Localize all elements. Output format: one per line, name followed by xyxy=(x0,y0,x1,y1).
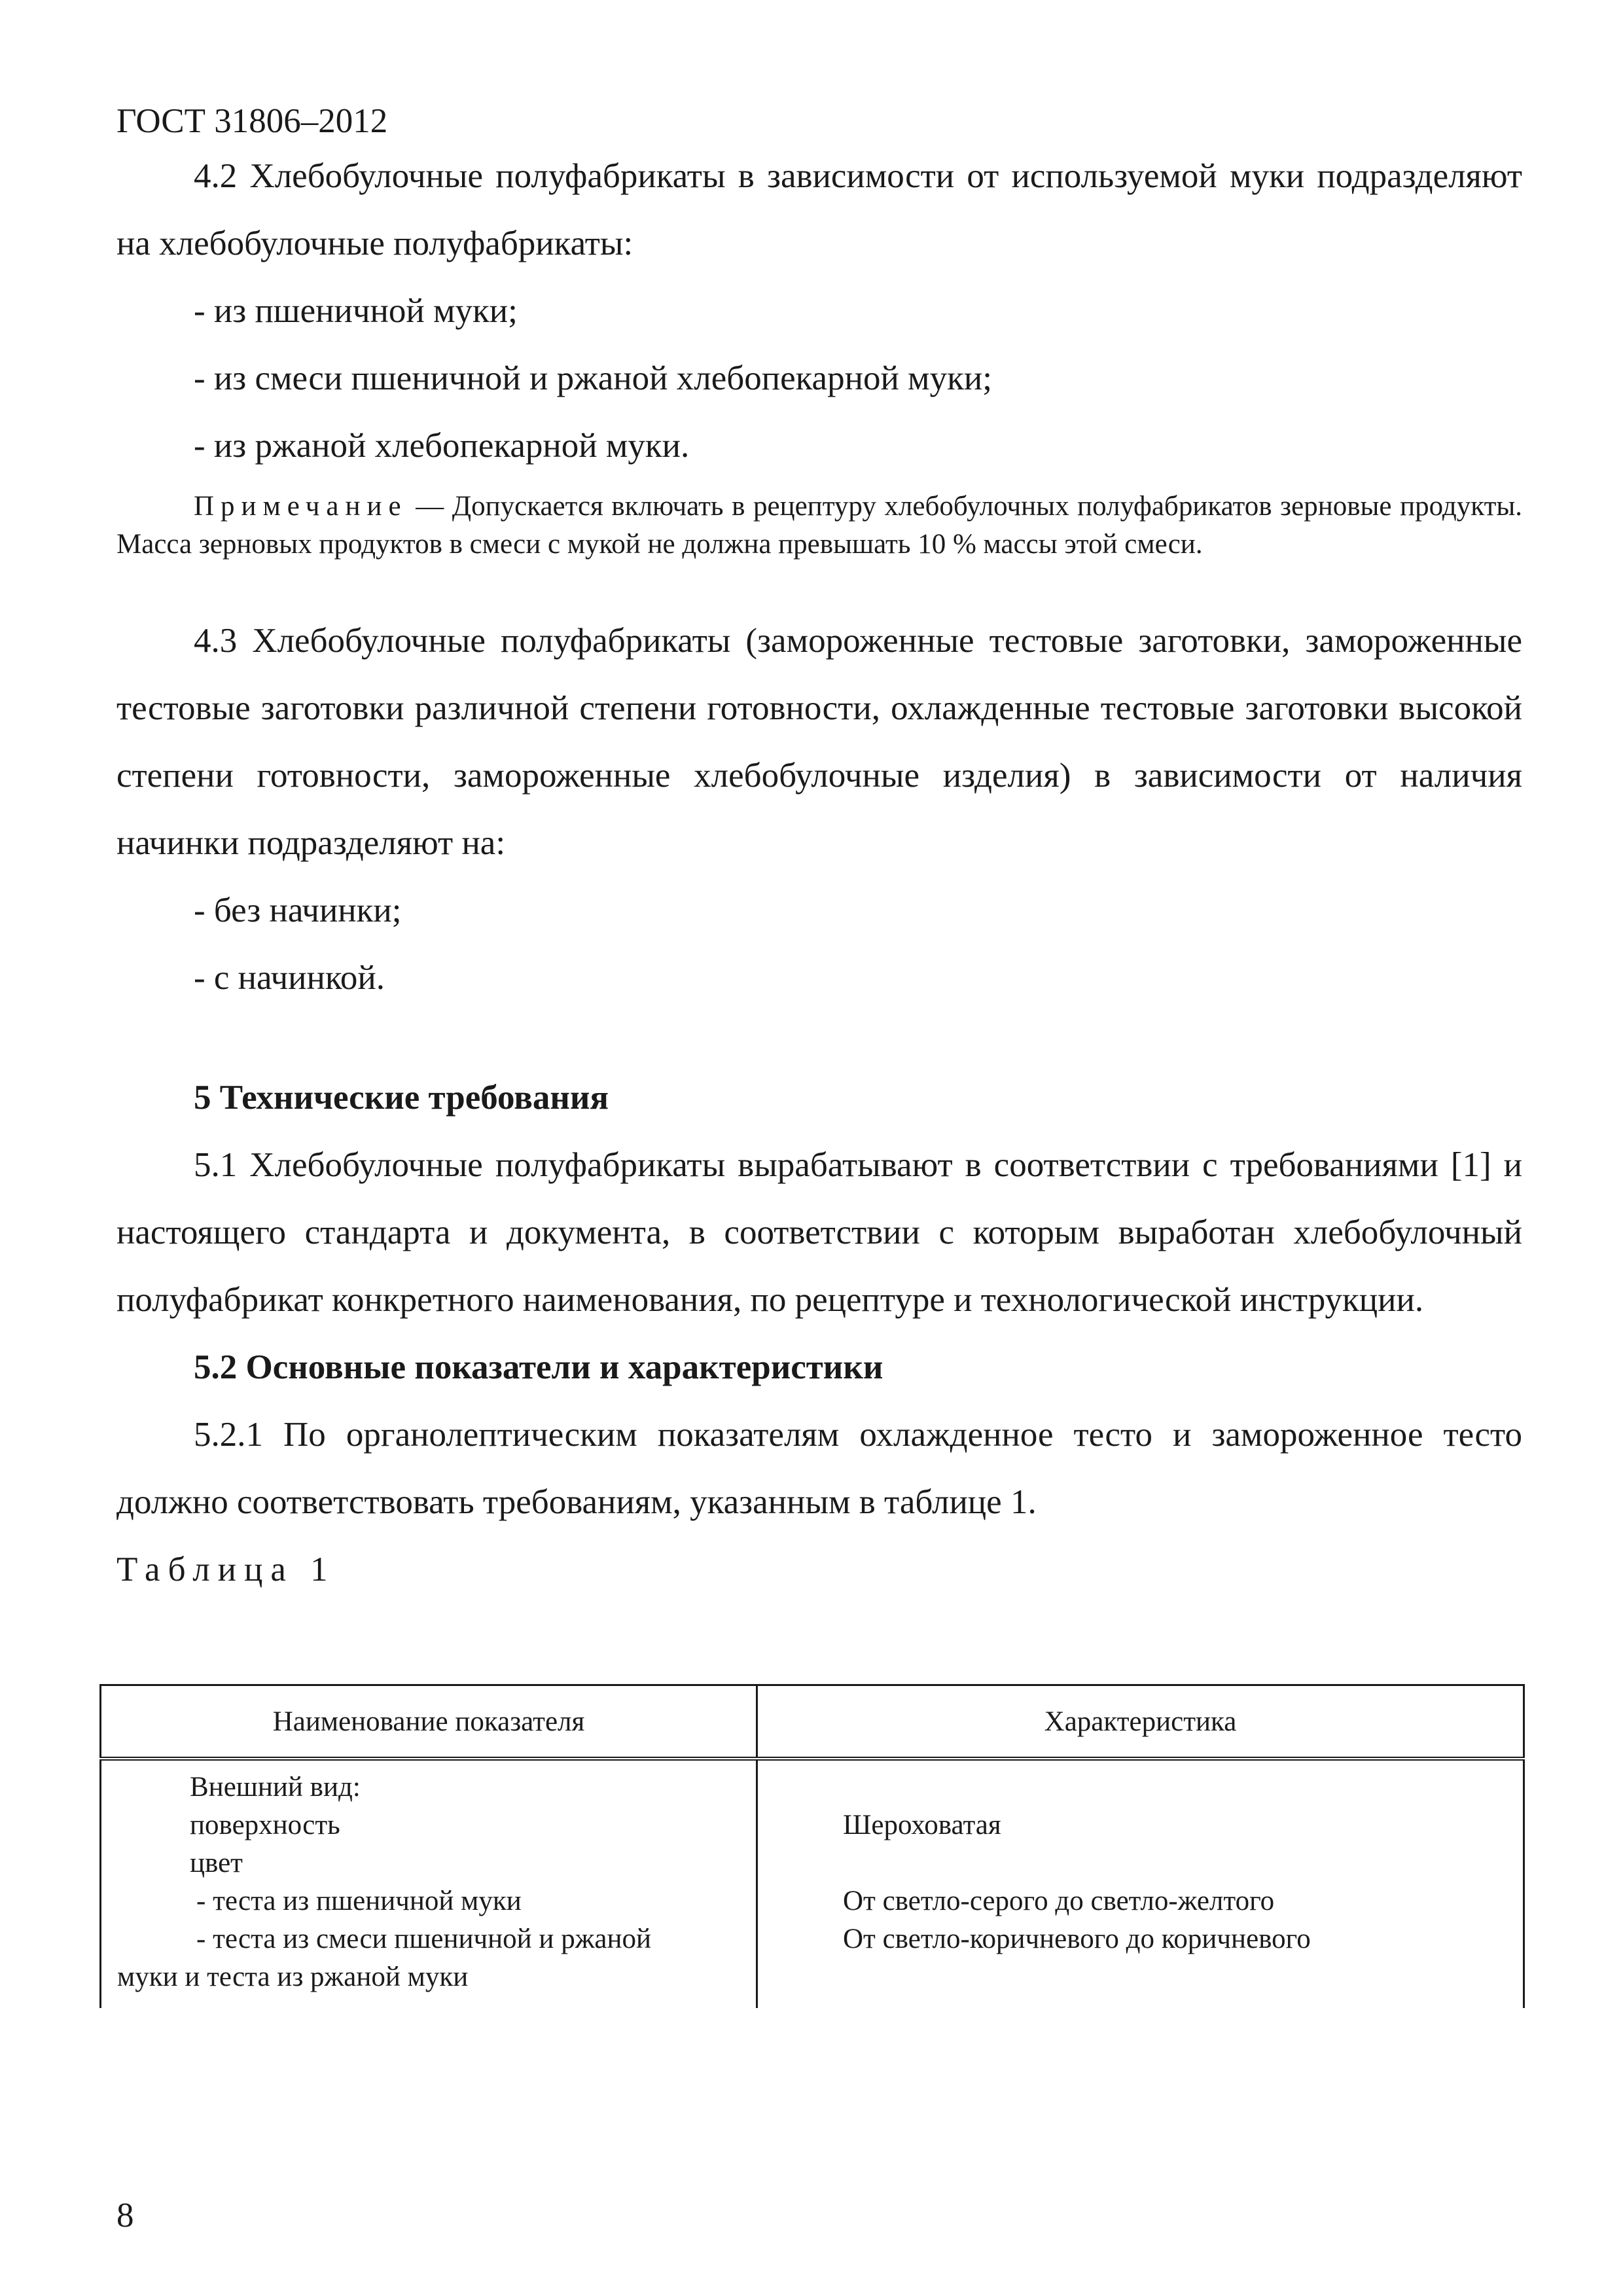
clause-4-3 xyxy=(116,607,1522,1012)
indicator-cell xyxy=(101,1759,757,2008)
note-text: — Допускается включать в рецептуру хлебобулочных полуфабрикатов зерновые продукты. Масса зерновых продуктов в смеси с мукой не должна превышать 10 % массы этой смеси. xyxy=(116,491,1522,560)
table-header-indicator: Наименование показателя xyxy=(101,1685,757,1759)
indicator-mixed-dough-cont: муки и теста из ржаной муки xyxy=(117,1962,469,1992)
paragraph-5-2-1: 5.2.1 По органолептическим показателям охлажденное тесто и замороженное тесто должно соответствовать требованиям, указанным в таблице 1. xyxy=(116,1416,1522,1521)
list-item: - из пшеничной муки; xyxy=(194,292,518,330)
table-header-characteristic: Характеристика xyxy=(757,1685,1524,1759)
indicator-mixed-dough: - теста из смеси пшеничной и ржаной xyxy=(196,1924,652,1954)
indicator-wheat-dough: - теста из пшеничной муки xyxy=(196,1886,522,1916)
characteristic-wheat-dough: От светло-серого до светло-желтого xyxy=(843,1886,1275,1916)
list-item: - без начинки; xyxy=(194,891,402,929)
characteristic-appearance xyxy=(758,1768,1523,1806)
characteristic-color xyxy=(758,1844,1523,1882)
paragraph-4-3: 4.3 Хлебобулочные полуфабрикаты (замороженные тестовые заготовки, замороженные тестовые заготовки различной степени готовности, охлажденные тестовые заготовки высокой степени готовности, замороженные хлебобулочные изделия) в зависимости от наличия начинки подразделяют на: xyxy=(116,622,1522,862)
section-5-2-title: 5.2 Основные показатели и характеристики xyxy=(194,1348,883,1386)
list-item: - с начинкой. xyxy=(194,959,385,997)
section-5-title: 5 Технические требования xyxy=(194,1079,609,1117)
table-caption: Таблица 1 xyxy=(116,1551,336,1588)
list-item: - из ржаной хлебопекарной муки. xyxy=(194,427,690,465)
characteristic-mixed-dough-cont xyxy=(758,1958,1523,1996)
indicator-appearance: Внешний вид: xyxy=(190,1772,361,1803)
paragraph-5-1: 5.1 Хлебобулочные полуфабрикаты вырабатывают в соответствии с требованиями [1] и настоящего стандарта и документа, в соответствии с которым выработан хлебобулочный полуфабрикат конкретного наименования, по рецептуре и технологической инструкции. xyxy=(116,1146,1522,1319)
note-label: Примечание xyxy=(194,491,408,522)
characteristic-cell xyxy=(757,1759,1524,2008)
indicator-surface: поверхность xyxy=(190,1810,340,1840)
table-row xyxy=(101,1759,1524,2008)
note xyxy=(116,488,1522,564)
list-item: - из смеси пшеничной и ржаной хлебопекарной муки; xyxy=(194,359,992,397)
section-5 xyxy=(116,1064,1522,1604)
indicator-color: цвет xyxy=(190,1848,243,1878)
characteristic-mixed-dough: От светло-коричневого до коричневого xyxy=(843,1924,1311,1954)
clause-4-2 xyxy=(116,143,1522,564)
document-header: ГОСТ 31806–2012 xyxy=(116,102,388,140)
characteristic-surface: Шероховатая xyxy=(843,1810,1001,1840)
paragraph-4-2: 4.2 Хлебобулочные полуфабрикаты в зависимости от используемой муки подразделяют на хлебобулочные полуфабрикаты: xyxy=(116,157,1522,262)
table-1 xyxy=(99,1684,1525,2008)
page-number: 8 xyxy=(116,2197,134,2234)
